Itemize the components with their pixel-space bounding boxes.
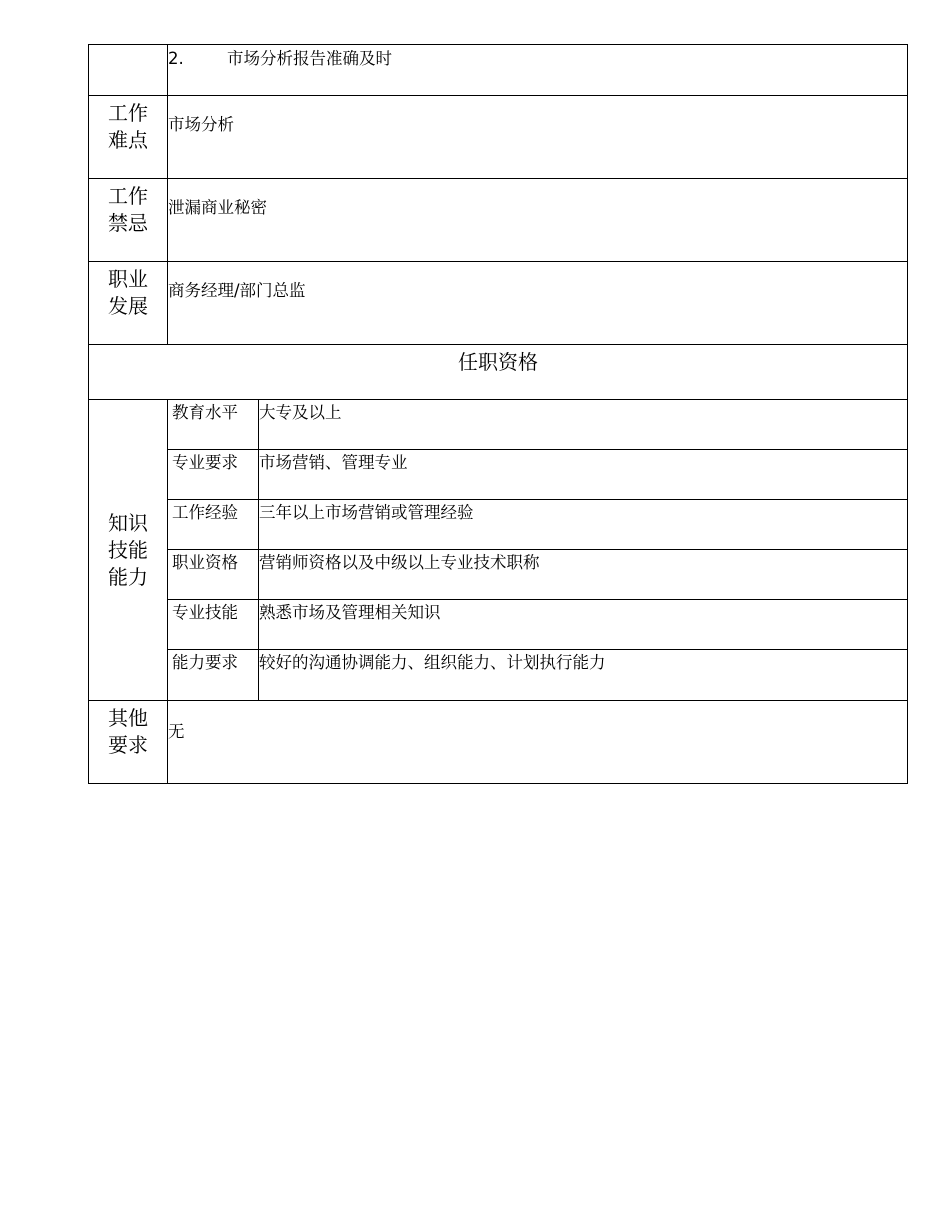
knowledge-row-4 bbox=[89, 550, 908, 600]
row-standard-continued bbox=[89, 45, 908, 96]
knowledge-item-label: 能力要求 bbox=[168, 650, 259, 701]
row-section-title bbox=[89, 345, 908, 400]
career-value: 商务经理/部门总监 bbox=[168, 262, 908, 345]
knowledge-item-label: 工作经验 bbox=[168, 500, 259, 550]
knowledge-item-value: 营销师资格以及中级以上专业技术职称 bbox=[259, 550, 908, 600]
row-career bbox=[89, 262, 908, 345]
row-difficulty bbox=[89, 96, 908, 179]
taboo-label: 工作 禁忌 bbox=[89, 179, 168, 262]
knowledge-item-value: 大专及以上 bbox=[259, 400, 908, 450]
section-title: 任职资格 bbox=[89, 345, 908, 400]
knowledge-row-5 bbox=[89, 600, 908, 650]
standard-number: 2. bbox=[168, 49, 184, 68]
row-other bbox=[89, 701, 908, 784]
career-label: 职业 发展 bbox=[89, 262, 168, 345]
difficulty-value: 市场分析 bbox=[168, 96, 908, 179]
knowledge-item-value: 熟悉市场及管理相关知识 bbox=[259, 600, 908, 650]
knowledge-item-label: 教育水平 bbox=[168, 400, 259, 450]
standard-text: 市场分析报告准确及时 bbox=[227, 49, 392, 68]
knowledge-row-2 bbox=[89, 450, 908, 500]
knowledge-item-label: 职业资格 bbox=[168, 550, 259, 600]
other-label: 其他 要求 bbox=[89, 701, 168, 784]
standard-cell bbox=[168, 45, 908, 96]
knowledge-item-label: 专业要求 bbox=[168, 450, 259, 500]
knowledge-row-3 bbox=[89, 500, 908, 550]
qualification-table bbox=[88, 44, 908, 784]
taboo-value: 泄漏商业秘密 bbox=[168, 179, 908, 262]
knowledge-item-value: 三年以上市场营销或管理经验 bbox=[259, 500, 908, 550]
knowledge-item-value: 较好的沟通协调能力、组织能力、计划执行能力 bbox=[259, 650, 908, 701]
row-taboo bbox=[89, 179, 908, 262]
knowledge-row-6 bbox=[89, 650, 908, 701]
knowledge-item-label: 专业技能 bbox=[168, 600, 259, 650]
knowledge-row-1 bbox=[89, 400, 908, 450]
knowledge-item-value: 市场营销、管理专业 bbox=[259, 450, 908, 500]
empty-label-cell bbox=[89, 45, 168, 96]
difficulty-label: 工作 难点 bbox=[89, 96, 168, 179]
knowledge-label: 知识 技能 能力 bbox=[89, 400, 168, 701]
other-value: 无 bbox=[168, 701, 908, 784]
job-description-sheet bbox=[88, 44, 907, 784]
